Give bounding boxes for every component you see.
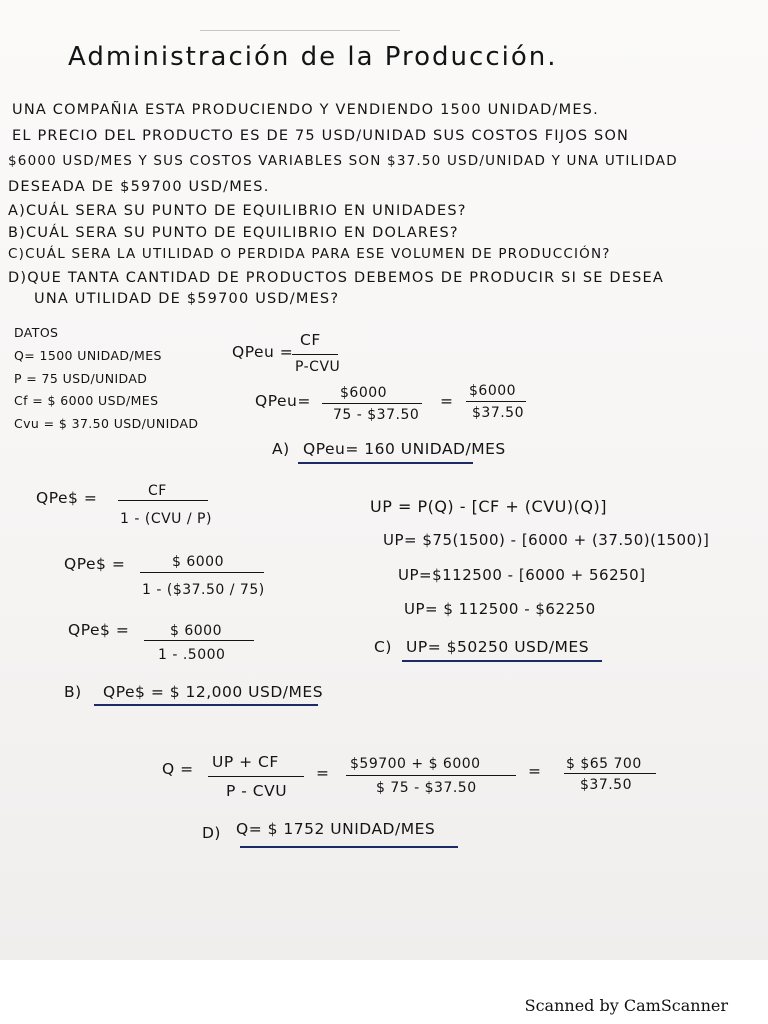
datos-q: Q= 1500 UNIDAD/MES <box>14 348 162 363</box>
b-substitution-numerator: $ 6000 <box>172 554 224 570</box>
d-substitution-bar <box>346 775 516 776</box>
c-answer-label: C) <box>374 638 392 656</box>
a-answer-underline <box>298 462 473 464</box>
page-edge-line <box>200 30 400 31</box>
d-equals-1: = <box>316 764 330 782</box>
b-simplified-lhs: QPe$ = <box>68 621 130 639</box>
problem-line-4: DESEADA DE $59700 USD/MES. <box>8 179 270 195</box>
c-answer-underline <box>402 660 602 662</box>
c-step-3: UP=$112500 - [6000 + 56250] <box>398 566 646 584</box>
b-simplified-bar <box>144 640 254 641</box>
a-formula-numerator: CF <box>300 331 321 349</box>
question-b: B)CUÁL SERA SU PUNTO DE EQUILIBRIO EN DOLARES? <box>8 225 459 241</box>
c-step-4: UP= $ 112500 - $62250 <box>404 600 596 618</box>
question-a: A)CUÁL SERA SU PUNTO DE EQUILIBRIO EN UNIDADES? <box>8 203 467 219</box>
a-answer-label: A) <box>272 440 290 458</box>
d-answer-label: D) <box>202 824 221 842</box>
a-formula-fraction-bar <box>292 354 338 355</box>
a-substitution-denominator: 75 - $37.50 <box>333 407 420 423</box>
a-substitution-numerator: $6000 <box>340 385 388 401</box>
problem-line-2: EL PRECIO DEL PRODUCTO ES DE 75 USD/UNIDAD SUS COSTOS FIJOS SON <box>12 128 630 144</box>
scanner-watermark: Scanned by CamScanner <box>524 996 728 1015</box>
c-substitution: UP= $75(1500) - [6000 + (37.50)(1500)] <box>383 531 710 549</box>
question-d-line-2: UNA UTILIDAD DE $59700 USD/MES? <box>34 291 340 307</box>
a-substitution-bar <box>322 403 422 404</box>
d-answer-underline <box>240 846 458 848</box>
a-formula-lhs: QPeu = <box>232 343 294 361</box>
a-substitution-denominator-2: $37.50 <box>472 405 524 421</box>
d-formula-bar <box>208 776 304 777</box>
b-formula-bar <box>118 500 208 501</box>
d-substitution-numerator: $59700 + $ 6000 <box>350 756 481 772</box>
d-result-denominator: $37.50 <box>580 777 632 793</box>
b-substitution-denominator: 1 - ($37.50 / 75) <box>142 582 265 598</box>
a-substitution-numerator-2: $6000 <box>469 383 517 399</box>
a-substitution-equals: = <box>440 392 454 410</box>
problem-line-1: UNA COMPAÑIA ESTA PRODUCIENDO Y VENDIENDO 1500 UNIDAD/MES. <box>12 102 599 118</box>
b-simplified-denominator: 1 - .5000 <box>158 647 226 663</box>
datos-cf: Cf = $ 6000 USD/MES <box>14 393 159 408</box>
d-formula-numerator: UP + CF <box>212 753 279 771</box>
b-answer-label: B) <box>64 683 82 701</box>
c-answer: UP= $50250 USD/MES <box>406 638 590 656</box>
page-title: Administración de la Producción. <box>68 42 558 72</box>
a-substitution-bar-2 <box>466 401 526 402</box>
a-formula-denominator: P-CVU <box>295 359 341 375</box>
b-formula-numerator: CF <box>148 483 167 499</box>
b-formula-denominator: 1 - (CVU / P) <box>120 511 212 527</box>
question-d-line-1: D)QUE TANTA CANTIDAD DE PRODUCTOS DEBEMOS DE PRODUCIR SI SE DESEA <box>8 270 665 286</box>
b-substitution-lhs: QPe$ = <box>64 555 126 573</box>
b-answer: QPe$ = $ 12,000 USD/MES <box>103 683 324 701</box>
question-c: C)CUÁL SERA LA UTILIDAD O PERDIDA PARA ESE VOLUMEN DE PRODUCCIÓN? <box>8 246 611 262</box>
b-formula-lhs: QPe$ = <box>36 489 98 507</box>
b-simplified-numerator: $ 6000 <box>170 623 222 639</box>
d-formula-denominator: P - CVU <box>226 782 288 800</box>
a-substitution-lhs: QPeu= <box>255 392 311 410</box>
d-substitution-denominator: $ 75 - $37.50 <box>376 780 477 796</box>
datos-heading: DATOS <box>14 325 59 340</box>
d-answer: Q= $ 1752 UNIDAD/MES <box>236 820 436 838</box>
problem-line-3: $6000 USD/MES Y SUS COSTOS VARIABLES SON $37.50 USD/UNIDAD Y UNA UTILIDAD <box>8 153 678 169</box>
b-substitution-bar <box>140 572 264 573</box>
c-formula: UP = P(Q) - [CF + (CVU)(Q)] <box>370 497 607 516</box>
datos-cv: Cvu = $ 37.50 USD/UNIDAD <box>14 416 199 431</box>
d-result-bar <box>564 773 656 774</box>
b-answer-underline <box>94 704 318 706</box>
a-answer: QPeu= 160 UNIDAD/MES <box>303 440 506 458</box>
datos-p: P = 75 USD/UNIDAD <box>14 371 148 386</box>
d-formula-lhs: Q = <box>162 760 194 778</box>
d-result-numerator: $ $65 700 <box>566 756 642 772</box>
d-equals-2: = <box>528 762 542 780</box>
